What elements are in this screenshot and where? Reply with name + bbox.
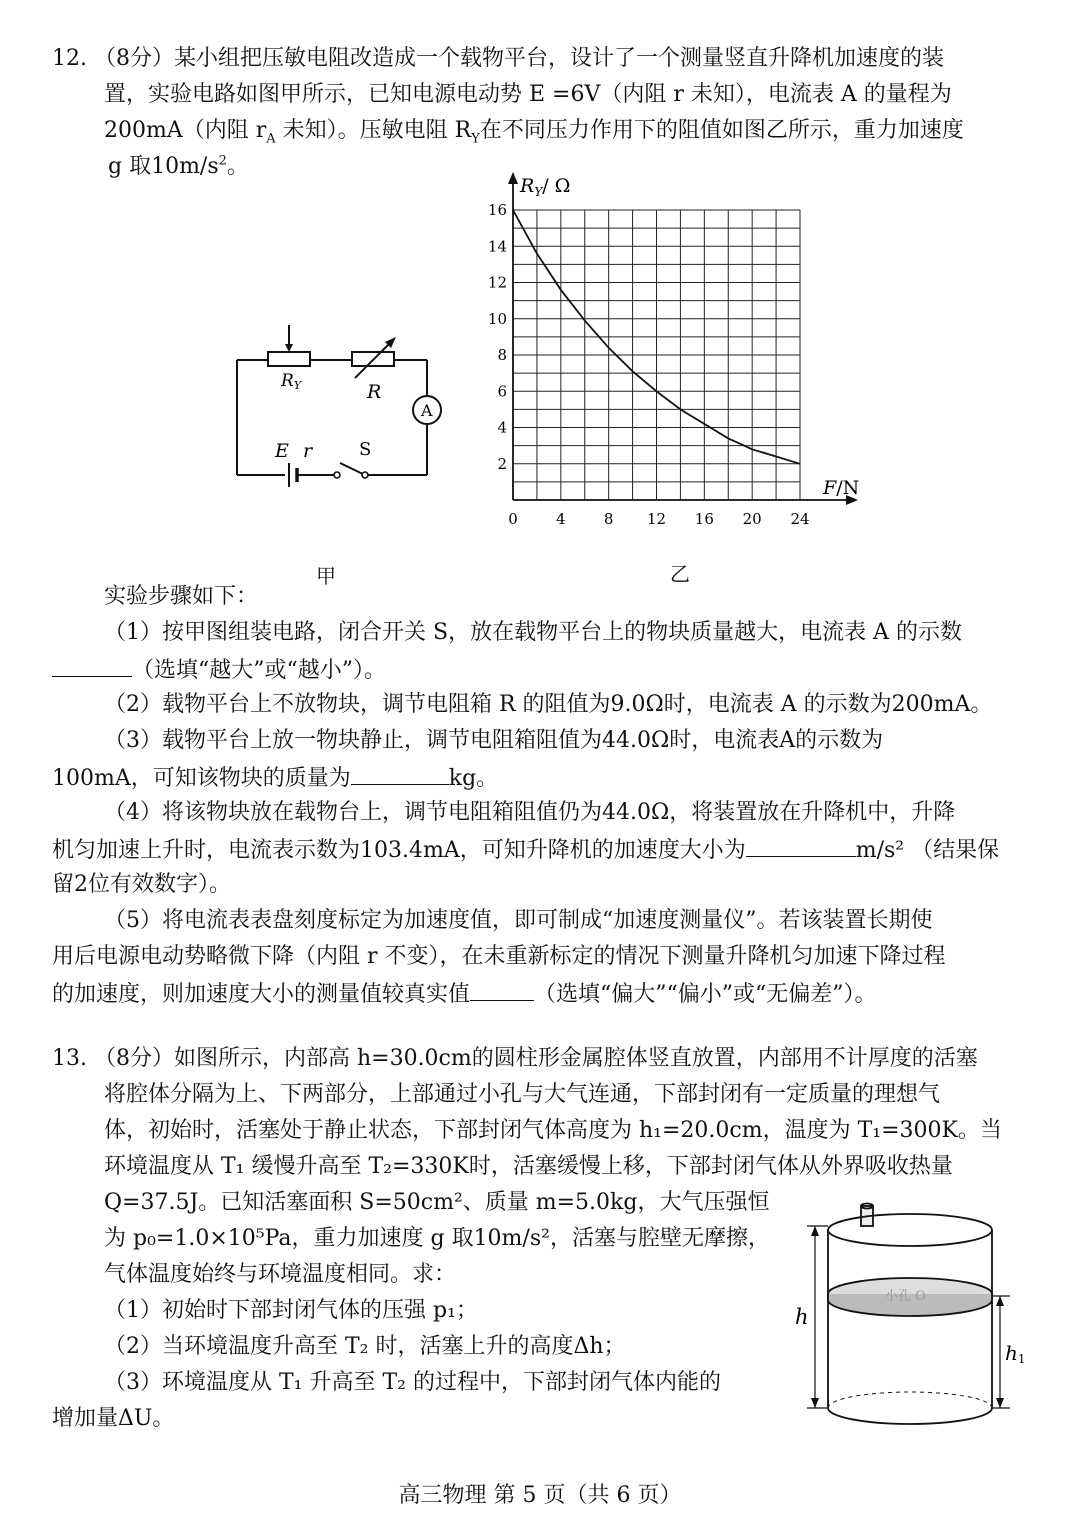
ry-f-graph [480,170,900,540]
pressure-resistor [268,352,310,366]
label-h1: h1 [1005,1341,1026,1366]
step-1-line-2: （选填“越大”或“越小”）。 [52,654,386,686]
y-tick-label: 4 [497,418,507,437]
h-arrow-up [811,1226,819,1236]
step-2: （2）载物平台上不放物块，调节电阻箱 R 的阻值为9.0Ω时，电流表 A 的示数为200mA。 [104,692,993,717]
answer-blank-1[interactable] [52,654,132,677]
q13-part-1: （1）初始时下部封闭气体的压强 p₁； [104,1298,478,1323]
graph-ticks [488,201,810,528]
label-emf: E [275,440,289,462]
x-tick-label: 20 [742,510,762,528]
step-3-line-2: 100mA，可知该物块的质量为 kg。 [52,762,498,794]
y-tick-label: 16 [487,201,507,219]
y-tick-label: 8 [497,346,507,364]
answer-blank-2[interactable] [351,762,449,785]
y-tick-label: 12 [487,273,507,292]
label-ry: RY [281,371,302,392]
piston-label: 小孔 O [885,1289,926,1304]
x-tick-label: 8 [603,510,614,528]
page-footer: 高三物理 第 5 页（共 6 页） [398,1483,682,1508]
step-1-line-1: （1）按甲图组装电路，闭合开关 S，放在载物平台上的物块质量越大，电流表 A 的示数 [104,620,962,645]
step-5-line-3: 的加速度，则加速度大小的测量值较真实值 （选填“偏大”“偏小”或“无偏差”）。 [52,978,877,1010]
circuit-diagram [225,320,455,510]
cylinder-bottom [828,1408,992,1424]
y-axis-label: $R_Y/$ Ω [520,175,571,199]
h1-arrow-down [996,1398,1004,1408]
x-tick-label: 16 [694,510,714,528]
label-internal-r: r [303,440,313,462]
step-5-line-1: （5）将电流表表盘刻度标定为加速度值，即可制成“加速度测量仪”。若该装置长期使 [104,908,933,933]
h-arrow-down [811,1398,819,1408]
x-axis-label: F/N [823,477,860,499]
switch-blade [340,463,365,475]
y-tick-label: 10 [487,309,507,328]
y-tick-label: 14 [487,237,507,256]
graph-grid [513,210,800,500]
step-5-line-2: 用后电源电动势略微下降（内阻 r 不变），在未重新标定的情况下测量升降机匀加速下降过程 [52,944,946,969]
q13-line-2: 将腔体分隔为上、下两部分，上部通过小孔与大气连通，下部封闭有一定质量的理想气 [104,1082,941,1107]
q13-line-6: 为 p₀=1.0×10⁵Pa，重力加速度 g 取10m/s²，活塞与腔壁无摩擦， [104,1226,770,1251]
q13-line-5: Q=37.5J。已知活塞面积 S=50cm²、质量 m=5.0kg，大气压强恒 [104,1190,770,1215]
q13-line-7: 气体温度始终与环境温度相同。求： [104,1262,457,1287]
label-r: R [367,381,382,403]
x-tick-label: 0 [508,510,518,528]
answer-blank-4[interactable] [470,978,534,1001]
q13-part-3: （3）环境温度从 T₁ 升高至 T₂ 的过程中，下部封闭气体内能的 [104,1370,721,1395]
q13-line-1: 13. （8分）如图所示，内部高 h=30.0cm的圆柱形金属腔体竖直放置，内部用不计厚度的活塞 [52,1046,978,1071]
step-3-line-1: （3）载物平台上放一物块静止，调节电阻箱阻值为44.0Ω时，电流表A的示数为 [104,728,884,753]
q12-line-1: 12. （8分）某小组把压敏电阻改造成一个载物平台，设计了一个测量竖直升降机加速度的装 [52,46,944,71]
step-4-line-3: 留2位有效数字）。 [52,872,231,897]
switch-contact-right [362,472,368,478]
step-4-line-2: 机匀加速上升时，电流表示数为103.4mA，可知升降机的加速度大小为 m/s² （结果保 [52,834,999,866]
cylinder-figure [785,1196,1035,1436]
caption-yi: 乙 [670,562,690,586]
q12-line-3: 200mA（内阻 $r_A$ 未知）。压敏电阻 $R_Y$在不同压力作用下的阻值如图乙所示，重力加速度 [104,118,964,147]
variable-arrow [355,340,393,378]
pressure-arrowhead [285,344,293,352]
y-tick-label: 2 [497,454,507,473]
steps-intro: 实验步骤如下： [104,584,259,609]
q13-part-3-cont: 增加量ΔU。 [52,1406,175,1431]
x-tick-label: 4 [556,510,566,528]
h1-arrow-up [996,1296,1004,1306]
answer-blank-3[interactable] [746,834,856,857]
q13-part-2: （2）当环境温度升高至 T₂ 时，活塞上升的高度Δh； [104,1334,626,1359]
q12-line-2: 置，实验电路如图甲所示，已知电源电动势 E =6V（内阻 r 未知），电流表 A 的量程为 [104,82,952,107]
label-switch: S [359,439,372,460]
q12-line-4: g 取$10m/s^2$。 [108,153,249,179]
label-ammeter: A [421,401,433,420]
x-tick-label: 24 [790,510,810,528]
q13-line-4: 环境温度从 T₁ 缓慢升高至 T₂=330K时，活塞缓慢上移，下部封闭气体从外界吸收热量 [104,1154,953,1179]
caption-jia: 甲 [316,564,336,588]
step-4-line-1: （4）将该物块放在载物台上，调节电阻箱阻值仍为44.0Ω，将装置放在升降机中，升降 [104,800,956,825]
label-h: h [795,1305,809,1329]
x-tick-label: 12 [646,510,667,528]
q13-line-3: 体，初始时，活塞处于静止状态，下部封闭气体高度为 h₁=20.0cm，温度为 T₁=300K。当 [104,1118,1002,1143]
y-tick-label: 6 [497,382,507,401]
y-axis-arrow [508,172,518,184]
switch-contact-left [334,472,340,478]
cylinder-bottom-hidden [828,1392,992,1408]
cylinder-top [828,1214,992,1246]
